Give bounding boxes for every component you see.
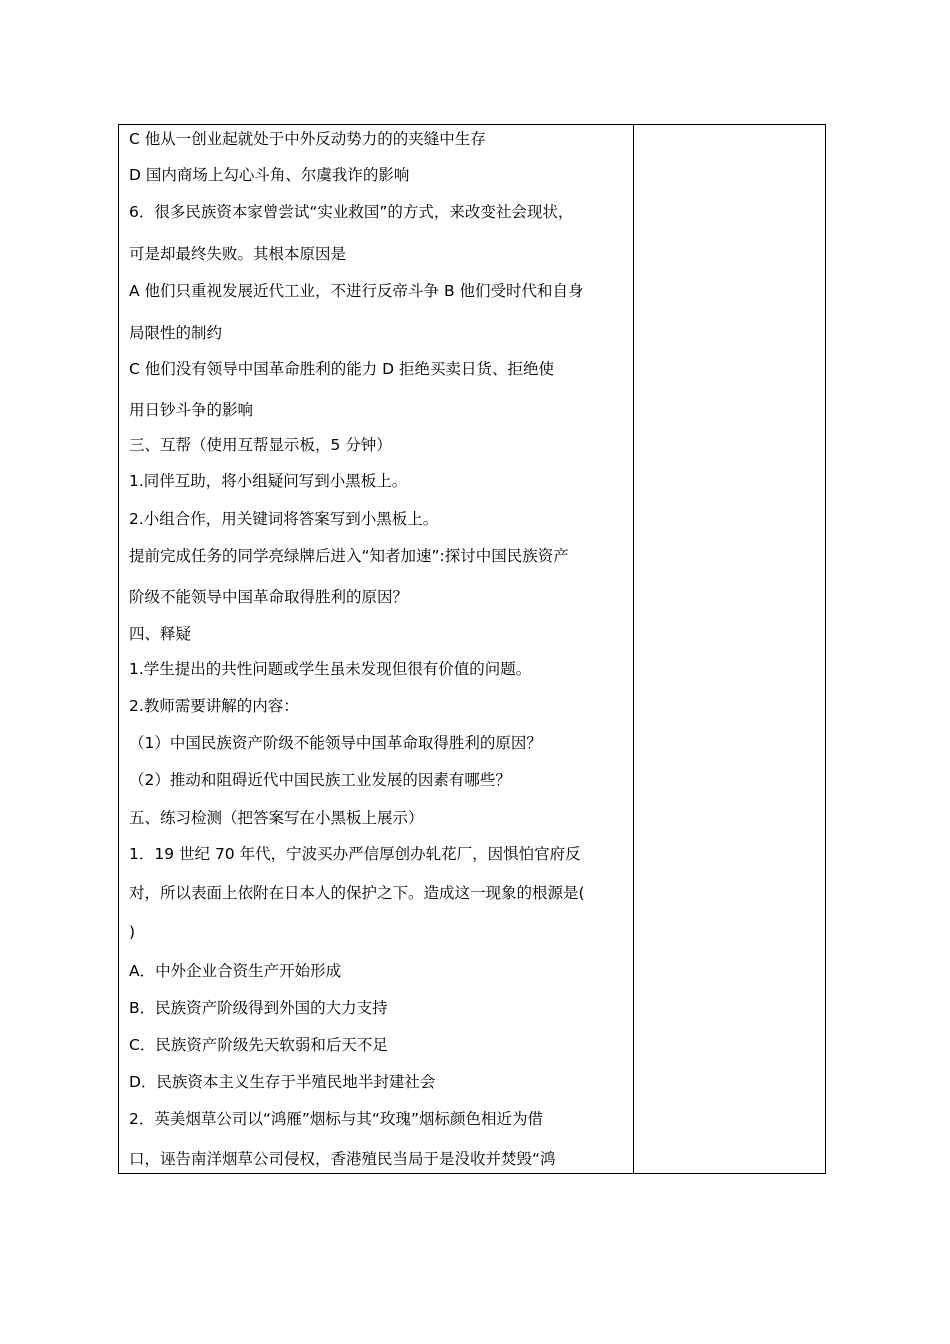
option-line: D．民族资本主义生存于半殖民地半封建社会 — [129, 1073, 436, 1091]
text-line: 用日钞斗争的影响 — [129, 401, 254, 419]
notes-cell — [634, 125, 825, 1173]
text-line: （1）中国民族资产阶级不能领导中国革命取得胜利的原因？ — [129, 734, 542, 752]
text-line: 局限性的制约 — [129, 324, 223, 342]
text-line: ) — [129, 923, 136, 941]
section-heading: 三、互帮（使用互帮显示板，5 分钟） — [129, 436, 392, 454]
option-line: C．民族资产阶级先天软弱和后天不足 — [129, 1036, 388, 1054]
text-line: 2．英美烟草公司以“鸿雁”烟标与其“玫瑰”烟标颜色相近为借 — [129, 1110, 543, 1128]
text-line: A 他们只重视发展近代工业，不进行反帝斗争 B 他们受时代和自身 — [129, 282, 584, 300]
lesson-content-cell — [119, 125, 633, 1173]
section-heading: 五、练习检测（把答案写在小黑板上展示） — [129, 809, 424, 827]
text-line: 2.教师需要讲解的内容： — [129, 697, 299, 715]
text-line: 对，所以表面上依附在日本人的保护之下。造成这一现象的根源是( — [129, 884, 585, 902]
text-line: 阶级不能领导中国革命取得胜利的原因？ — [129, 588, 409, 606]
text-line: 提前完成任务的同学亮绿牌后进入“知者加速”:探讨中国民族资产 — [129, 547, 569, 565]
text-line: 1．19 世纪 70 年代，宁波买办严信厚创办轧花厂，因惧怕官府反 — [129, 845, 581, 863]
section-heading: 四、释疑 — [129, 625, 192, 643]
text-line: 6．很多民族资本家曾尝试“实业救国”的方式，来改变社会现状， — [129, 203, 574, 221]
option-line: B．民族资产阶级得到外国的大力支持 — [129, 999, 388, 1017]
text-line: D 国内商场上勾心斗角、尔虞我诈的影响 — [129, 166, 410, 184]
text-line: 2.小组合作，用关键词将答案写到小黑板上。 — [129, 510, 439, 528]
lesson-table — [118, 124, 826, 1174]
text-line: C 他们没有领导中国革命胜利的能力 D 拒绝买卖日货、拒绝使 — [129, 360, 555, 378]
text-line: 1.学生提出的共性问题或学生虽未发现但很有价值的问题。 — [129, 660, 532, 678]
text-line: C 他从一创业起就处于中外反动势力的的夹缝中生存 — [129, 130, 486, 148]
text-line: 可是却最终失败。其根本原因是 — [129, 245, 347, 263]
text-line: 1.同伴互助，将小组疑问写到小黑板上。 — [129, 472, 408, 490]
text-line: 口，诬告南洋烟草公司侵权，香港殖民当局于是没收并焚毁“鸿 — [129, 1150, 556, 1168]
text-line: （2）推动和阻碍近代中国民族工业发展的因素有哪些？ — [129, 771, 511, 789]
option-line: A．中外企业合资生产开始形成 — [129, 962, 342, 980]
